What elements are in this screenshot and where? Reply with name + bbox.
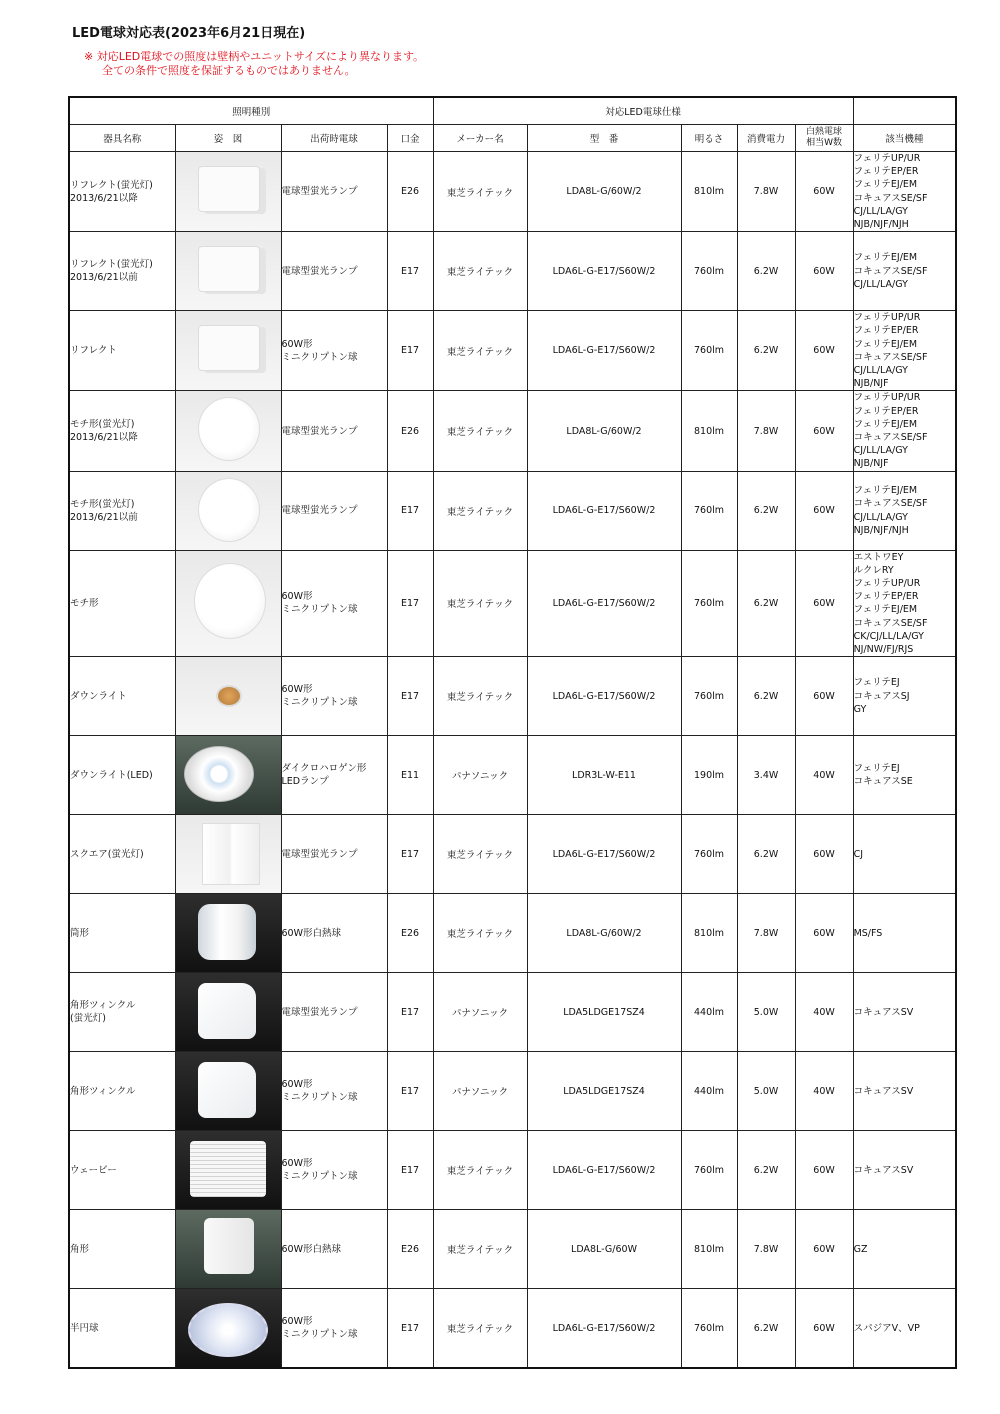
shipped-bulb: 60W形 ミニクリプトン球: [281, 1052, 387, 1131]
fixture-image-cell: [175, 391, 281, 471]
col-header-appearance: 姿 図: [175, 125, 281, 152]
applicable-models: フェリテEJ コキュアスSJ GY: [853, 657, 956, 736]
wavy-lamp-icon: [190, 1141, 266, 1197]
fixture-name: ウェービー: [69, 1131, 175, 1210]
model-number: LDR3L-W-E11: [527, 736, 681, 815]
fixture-name: 角形: [69, 1210, 175, 1289]
model-number: LDA8L-G/60W: [527, 1210, 681, 1289]
fixture-image: [176, 815, 281, 893]
shipped-bulb: 60W形 ミニクリプトン球: [281, 1131, 387, 1210]
power: 6.2W: [737, 311, 795, 391]
power: 3.4W: [737, 736, 795, 815]
shipped-bulb: 電球型蛍光ランプ: [281, 391, 387, 471]
incandescent-equiv: 60W: [795, 471, 853, 550]
table-row: [69, 232, 956, 311]
fixture-name: 角形ツィンクル: [69, 1052, 175, 1131]
power: 5.0W: [737, 1052, 795, 1131]
fixture-name: 角形ツィンクル (蛍光灯): [69, 973, 175, 1052]
incandescent-equiv: 60W: [795, 1131, 853, 1210]
power: 5.0W: [737, 973, 795, 1052]
model-number: LDA6L-G-E17/S60W/2: [527, 657, 681, 736]
col-header-fixture-name: 器具名称: [69, 125, 175, 152]
maker: 東芝ライテック: [433, 894, 527, 973]
fixture-image: [176, 1131, 281, 1209]
brightness: 190lm: [681, 736, 737, 815]
applicable-models: フェリテUP/UR フェリテEP/ER フェリテEJ/EM コキュアスSE/SF CJ/LL/LA/GY NJB/NJF: [853, 391, 956, 471]
base: E26: [387, 1210, 433, 1289]
col-header-base: 口金: [387, 125, 433, 152]
base: E17: [387, 471, 433, 550]
table-row: [69, 311, 956, 391]
maker: 東芝ライテック: [433, 232, 527, 311]
reflect-lamp-icon: [198, 325, 260, 371]
maker: 東芝ライテック: [433, 815, 527, 894]
incandescent-equiv: 60W: [795, 815, 853, 894]
downlight-led-icon: [184, 746, 254, 802]
shipped-bulb: 60W形 ミニクリプトン球: [281, 657, 387, 736]
table-row: [69, 657, 956, 736]
table-row: [69, 973, 956, 1052]
table-row: [69, 736, 956, 815]
table-row: [69, 1052, 956, 1131]
fixture-image-cell: [175, 550, 281, 657]
shipped-bulb: 60W形白熱球: [281, 894, 387, 973]
reflect-lamp-icon: [198, 246, 260, 292]
incandescent-equiv: 40W: [795, 973, 853, 1052]
brightness: 760lm: [681, 1131, 737, 1210]
power: 6.2W: [737, 1131, 795, 1210]
col-header-applicable-models: 該当機種: [853, 125, 956, 152]
shipped-bulb: 60W形 ミニクリプトン球: [281, 1289, 387, 1369]
square-lamp-icon: [202, 823, 260, 885]
table-row: [69, 894, 956, 973]
col-header-shipped-bulb: 出荷時電球: [281, 125, 387, 152]
base: E17: [387, 973, 433, 1052]
incandescent-equiv: 60W: [795, 657, 853, 736]
table-row: [69, 1289, 956, 1369]
note-line: 全ての条件で照度を保証するものではありません。: [102, 64, 356, 77]
maker: 東芝ライテック: [433, 550, 527, 657]
power: 7.8W: [737, 894, 795, 973]
fixture-image-cell: [175, 311, 281, 391]
base: E11: [387, 736, 433, 815]
fixture-image-cell: [175, 973, 281, 1052]
shipped-bulb: 60W形 ミニクリプトン球: [281, 311, 387, 391]
power: 7.8W: [737, 1210, 795, 1289]
fixture-image: [176, 1210, 281, 1288]
base: E17: [387, 815, 433, 894]
applicable-models: コキュアスSV: [853, 973, 956, 1052]
fixture-name: リフレクト(蛍光灯) 2013/6/21以降: [69, 152, 175, 232]
applicable-models: GZ: [853, 1210, 956, 1289]
group-header-led-spec: 対応LED電球仕様: [433, 97, 853, 125]
fixture-name: モチ形(蛍光灯) 2013/6/21以前: [69, 471, 175, 550]
power: 6.2W: [737, 657, 795, 736]
brightness: 810lm: [681, 1210, 737, 1289]
brightness: 760lm: [681, 815, 737, 894]
maker: 東芝ライテック: [433, 1289, 527, 1369]
brightness: 810lm: [681, 391, 737, 471]
brightness: 760lm: [681, 471, 737, 550]
maker: 東芝ライテック: [433, 1210, 527, 1289]
fixture-image: [176, 232, 281, 310]
power: 6.2W: [737, 815, 795, 894]
brightness: 760lm: [681, 311, 737, 391]
fixture-image-cell: [175, 232, 281, 311]
model-number: LDA6L-G-E17/S60W/2: [527, 471, 681, 550]
shipped-bulb: 電球型蛍光ランプ: [281, 471, 387, 550]
incandescent-equiv: 60W: [795, 1289, 853, 1369]
fixture-name: 筒形: [69, 894, 175, 973]
applicable-models: フェリテUP/UR フェリテEP/ER フェリテEJ/EM コキュアスSE/SF CJ/LL/LA/GY NJB/NJF: [853, 311, 956, 391]
fixture-image-cell: [175, 815, 281, 894]
brightness: 440lm: [681, 1052, 737, 1131]
applicable-models: MS/FS: [853, 894, 956, 973]
col-header-maker: メーカー名: [433, 125, 527, 152]
table-row: [69, 1210, 956, 1289]
applicable-models: フェリテEJ/EM コキュアスSE/SF CJ/LL/LA/GY: [853, 232, 956, 311]
applicable-models: コキュアスSV: [853, 1052, 956, 1131]
power: 6.2W: [737, 1289, 795, 1369]
maker: 東芝ライテック: [433, 1131, 527, 1210]
base: E17: [387, 657, 433, 736]
fixture-name: リフレクト(蛍光灯) 2013/6/21以前: [69, 232, 175, 311]
fixture-image: [176, 472, 281, 550]
led-bulb-table: [68, 96, 957, 1369]
fixture-image-cell: [175, 736, 281, 815]
incandescent-equiv: 60W: [795, 311, 853, 391]
model-number: LDA6L-G-E17/S60W/2: [527, 1289, 681, 1369]
applicable-models: コキュアスSV: [853, 1131, 956, 1210]
fixture-image: [176, 657, 281, 735]
brightness: 760lm: [681, 657, 737, 736]
incandescent-equiv: 60W: [795, 894, 853, 973]
group-header-lighting-type: 照明種別: [69, 97, 433, 125]
fixture-name: リフレクト: [69, 311, 175, 391]
fixture-image: [176, 736, 281, 814]
fixture-image-cell: [175, 152, 281, 232]
round-lamp-icon: [198, 478, 260, 542]
model-number: LDA6L-G-E17/S60W/2: [527, 1131, 681, 1210]
reflect-lamp-icon: [198, 166, 260, 212]
maker: 東芝ライテック: [433, 471, 527, 550]
brightness: 440lm: [681, 973, 737, 1052]
col-header-brightness: 明るさ: [681, 125, 737, 152]
shipped-bulb: 電球型蛍光ランプ: [281, 973, 387, 1052]
page-title: LED電球対応表(2023年6月21日現在): [72, 26, 306, 41]
base: E17: [387, 311, 433, 391]
applicable-models: エストワEY ルクレRY フェリテUP/UR フェリテEP/ER フェリテEJ/EM コキュアスSE/SF CK/CJ/LL/LA/GY NJ/NW/FJ/RJS: [853, 550, 956, 657]
fixture-name: ダウンライト(LED): [69, 736, 175, 815]
shipped-bulb: 60W形白熱球: [281, 1210, 387, 1289]
fixture-name: 半円球: [69, 1289, 175, 1369]
maker: パナソニック: [433, 973, 527, 1052]
brightness: 760lm: [681, 550, 737, 657]
fixture-image-cell: [175, 471, 281, 550]
half-sphere-lamp-icon: [188, 1303, 268, 1357]
table-row: [69, 815, 956, 894]
maker: 東芝ライテック: [433, 311, 527, 391]
fixture-image: [176, 551, 281, 657]
incandescent-equiv: 60W: [795, 550, 853, 657]
fixture-name: モチ形(蛍光灯) 2013/6/21以降: [69, 391, 175, 471]
incandescent-equiv: 60W: [795, 391, 853, 471]
round-lamp-icon: [198, 397, 260, 461]
round-lamp-large-icon: [194, 563, 266, 639]
applicable-models: スパジアV、VP: [853, 1289, 956, 1369]
table-row: [69, 391, 956, 471]
fixture-image: [176, 391, 281, 470]
base: E17: [387, 550, 433, 657]
model-number: LDA6L-G-E17/S60W/2: [527, 232, 681, 311]
power: 7.8W: [737, 391, 795, 471]
base: E17: [387, 1052, 433, 1131]
shipped-bulb: 60W形 ミニクリプトン球: [281, 550, 387, 657]
col-header-power: 消費電力: [737, 125, 795, 152]
applicable-models: フェリテEJ コキュアスSE: [853, 736, 956, 815]
power: 7.8W: [737, 152, 795, 232]
cube-lamp-icon: [204, 1218, 254, 1274]
square-twinkle-lamp-icon: [198, 983, 256, 1039]
maker: 東芝ライテック: [433, 152, 527, 232]
base: E17: [387, 232, 433, 311]
note-line: ※ 対応LED電球での照度は壁柄やユニットサイズにより異なります。: [84, 50, 425, 63]
shipped-bulb: 電球型蛍光ランプ: [281, 152, 387, 232]
table-row: [69, 550, 956, 657]
applicable-models: CJ: [853, 815, 956, 894]
fixture-image-cell: [175, 1210, 281, 1289]
power: 6.2W: [737, 471, 795, 550]
col-header-model: 型 番: [527, 125, 681, 152]
table-row: [69, 152, 956, 232]
cylinder-lamp-icon: [198, 904, 256, 960]
maker: 東芝ライテック: [433, 657, 527, 736]
model-number: LDA6L-G-E17/S60W/2: [527, 815, 681, 894]
brightness: 810lm: [681, 152, 737, 232]
incandescent-equiv: 60W: [795, 1210, 853, 1289]
incandescent-equiv: 40W: [795, 736, 853, 815]
fixture-name: スクエア(蛍光灯): [69, 815, 175, 894]
fixture-image: [176, 973, 281, 1051]
notes: [84, 50, 424, 78]
power: 6.2W: [737, 232, 795, 311]
fixture-image: [176, 1289, 281, 1367]
base: E26: [387, 391, 433, 471]
downlight-icon: [216, 685, 242, 707]
fixture-image: [176, 894, 281, 972]
shipped-bulb: ダイクロハロゲン形 LEDランプ: [281, 736, 387, 815]
model-number: LDA8L-G/60W/2: [527, 391, 681, 471]
group-header-blank: [853, 97, 956, 125]
brightness: 810lm: [681, 894, 737, 973]
fixture-image-cell: [175, 657, 281, 736]
base: E26: [387, 894, 433, 973]
base: E26: [387, 152, 433, 232]
table-row: [69, 1131, 956, 1210]
model-number: LDA6L-G-E17/S60W/2: [527, 550, 681, 657]
maker: パナソニック: [433, 736, 527, 815]
base: E17: [387, 1131, 433, 1210]
col-header-incandescent-equiv: 白熱電球 相当W数: [795, 125, 853, 152]
incandescent-equiv: 60W: [795, 152, 853, 232]
incandescent-equiv: 60W: [795, 232, 853, 311]
fixture-image-cell: [175, 1052, 281, 1131]
table-row: [69, 471, 956, 550]
fixture-image: [176, 152, 281, 231]
incandescent-equiv: 40W: [795, 1052, 853, 1131]
fixture-image: [176, 311, 281, 390]
brightness: 760lm: [681, 1289, 737, 1369]
applicable-models: フェリテEJ/EM コキュアスSE/SF CJ/LL/LA/GY NJB/NJF/NJH: [853, 471, 956, 550]
fixture-name: モチ形: [69, 550, 175, 657]
model-number: LDA6L-G-E17/S60W/2: [527, 311, 681, 391]
fixture-image-cell: [175, 1131, 281, 1210]
applicable-models: フェリテUP/UR フェリテEP/ER フェリテEJ/EM コキュアスSE/SF CJ/LL/LA/GY NJB/NJF/NJH: [853, 152, 956, 232]
fixture-name: ダウンライト: [69, 657, 175, 736]
brightness: 760lm: [681, 232, 737, 311]
fixture-image: [176, 1052, 281, 1130]
fixture-image-cell: [175, 1289, 281, 1369]
power: 6.2W: [737, 550, 795, 657]
model-number: LDA5LDGE17SZ4: [527, 973, 681, 1052]
model-number: LDA5LDGE17SZ4: [527, 1052, 681, 1131]
fixture-image-cell: [175, 894, 281, 973]
base: E17: [387, 1289, 433, 1369]
model-number: LDA8L-G/60W/2: [527, 894, 681, 973]
model-number: LDA8L-G/60W/2: [527, 152, 681, 232]
maker: 東芝ライテック: [433, 391, 527, 471]
shipped-bulb: 電球型蛍光ランプ: [281, 815, 387, 894]
square-twinkle-lamp-icon: [198, 1062, 256, 1118]
maker: パナソニック: [433, 1052, 527, 1131]
shipped-bulb: 電球型蛍光ランプ: [281, 232, 387, 311]
